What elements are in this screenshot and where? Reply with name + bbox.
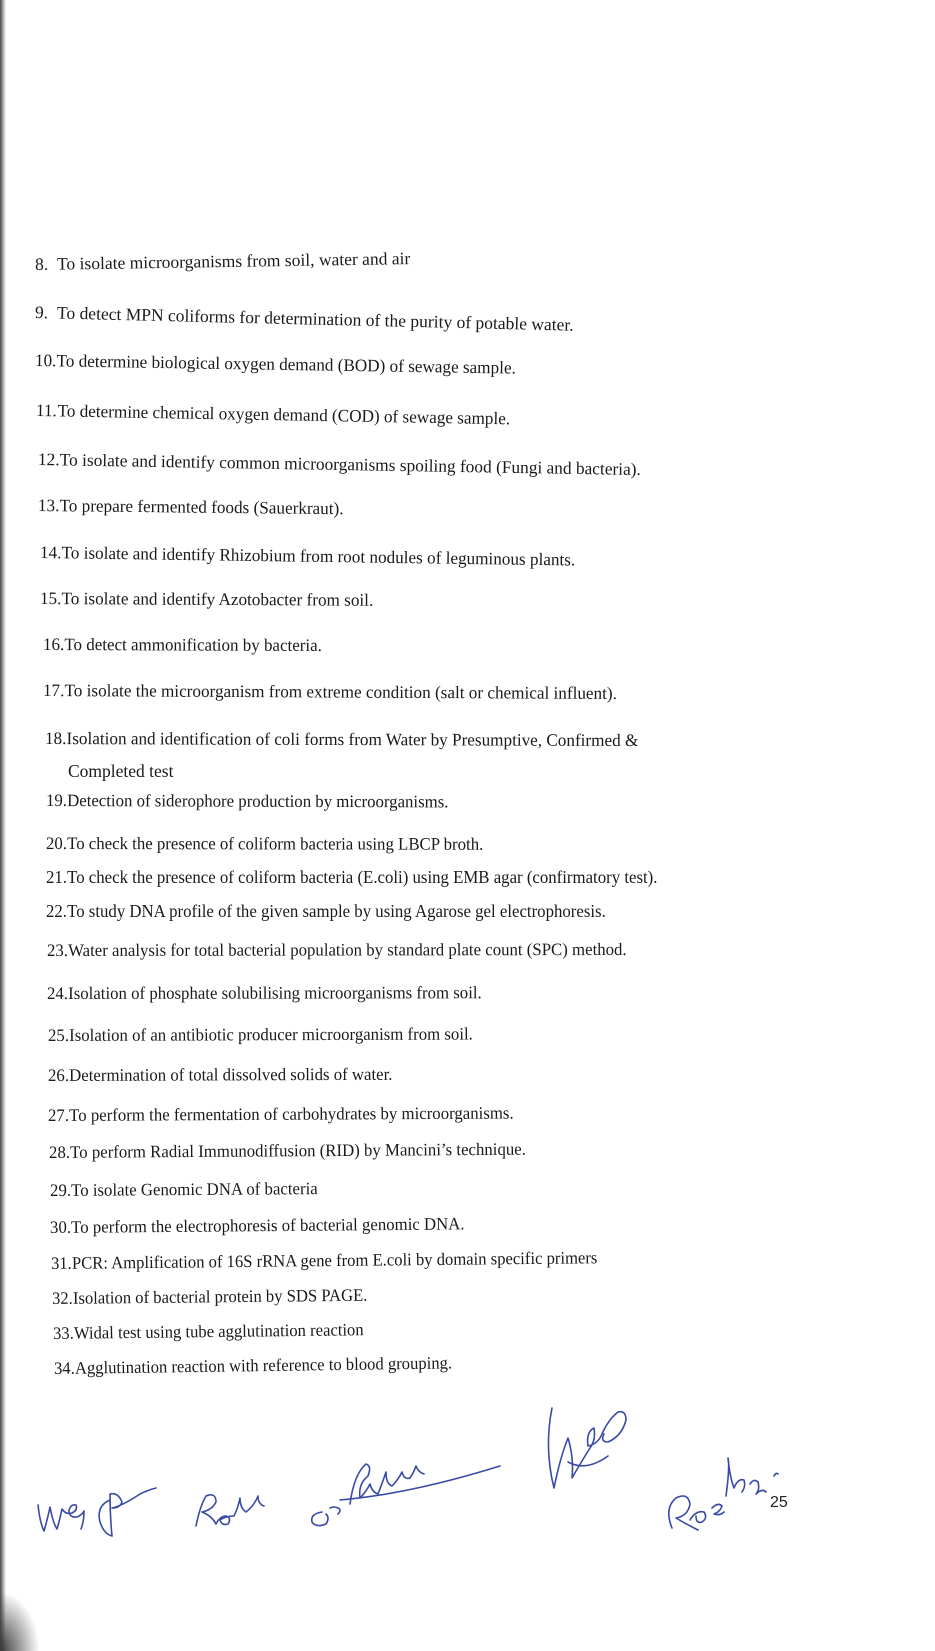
- experiment-item: [52, 1280, 368, 1313]
- experiment-number: 14.: [39, 542, 62, 563]
- experiment-text: To detect MPN coliforms for determination of the purity of potable water.: [56, 302, 574, 335]
- experiment-number: 33.: [52, 1322, 74, 1343]
- experiment-number: 22.: [46, 901, 67, 921]
- experiment-text: To check the presence of coliform bacteria (E.coli) using EMB agar (confirmatory test).: [67, 867, 658, 887]
- experiment-item: [45, 723, 638, 755]
- experiment-number: 8.: [34, 253, 49, 274]
- experiment-item: [50, 1173, 318, 1205]
- experiment-number: 15.: [39, 588, 62, 609]
- experiment-item: [35, 243, 411, 279]
- experiment-text: Water analysis for total bacterial population by standard plate count (SPC) method.: [68, 938, 627, 960]
- signature-3: [196, 1495, 264, 1526]
- experiment-number: 30.: [49, 1216, 72, 1237]
- experiment-item: [51, 1242, 598, 1278]
- experiment-text: To isolate and identify Azotobacter from soil.: [61, 588, 374, 610]
- experiment-text: To perform the fermentation of carbohydrates by microorganisms.: [69, 1102, 514, 1125]
- experiment-item: [46, 785, 449, 816]
- experiment-number: 16.: [42, 634, 65, 655]
- signatures-area: [0, 1360, 935, 1651]
- experiment-item: [38, 444, 641, 484]
- experiment-text: To detect ammonification by bacteria.: [64, 634, 322, 655]
- experiment-number: 29.: [49, 1179, 72, 1200]
- experiment-number: 34.: [53, 1357, 75, 1378]
- experiment-text: PCR: Amplification of 16S rRNA gene from E.coli by domain specific primers: [71, 1247, 598, 1273]
- experiment-item: [50, 1208, 465, 1242]
- experiment-text: To study DNA profile of the given sample by using Agarose gel electrophoresis.: [67, 901, 606, 921]
- experiment-text: Agglutination reaction with reference to blood grouping.: [74, 1352, 453, 1378]
- experiment-item: [48, 1019, 473, 1050]
- experiment-item: [35, 345, 516, 383]
- experiment-number: 12.: [37, 449, 60, 470]
- experiment-text: To isolate and identify Rhizobium from root nodules of leguminous plants.: [61, 542, 576, 570]
- experiment-text: To isolate Genomic DNA of bacteria: [71, 1178, 318, 1200]
- experiment-item: [46, 896, 606, 926]
- experiment-text: To isolate and identify common microorganisms spoiling food (Fungi and bacteria).: [59, 449, 642, 479]
- experiment-text: To check the presence of coliform bacteria using LBCP broth.: [67, 833, 484, 854]
- experiment-number: 11.: [35, 400, 57, 421]
- experiment-item: [43, 675, 617, 708]
- signature-5: [548, 1408, 626, 1488]
- experiment-text-continuation: Completed test: [68, 761, 174, 781]
- experiment-text: Isolation of phosphate solubilising microorganisms from soil.: [68, 982, 482, 1003]
- experiment-item: [46, 862, 657, 892]
- experiment-text: Determination of total dissolved solids of water.: [69, 1063, 393, 1085]
- experiment-text: Isolation and identification of coli forms from Water by Presumptive, Confirmed &: [66, 728, 639, 751]
- experiment-text: Isolation of an antibiotic producer microorganism from soil.: [69, 1023, 473, 1045]
- signature-1: [38, 1505, 84, 1531]
- experiment-number: 19.: [45, 790, 68, 811]
- experiment-number: 32.: [51, 1287, 73, 1308]
- experiment-item: [46, 828, 483, 859]
- experiment-text: To prepare fermented foods (Sauerkraut).: [59, 495, 344, 519]
- experiment-text: To isolate microorganisms from soil, water and air: [56, 248, 411, 274]
- experiment-item: [40, 537, 576, 574]
- signature-4: [312, 1464, 500, 1526]
- experiment-text: To perform the electrophoresis of bacterial genomic DNA.: [71, 1213, 465, 1237]
- experiment-number: 25.: [47, 1024, 70, 1045]
- experiment-item: [35, 297, 574, 340]
- experiment-number: 18.: [44, 728, 67, 749]
- experiment-item: [48, 1098, 514, 1130]
- experiment-number: 24.: [46, 982, 69, 1003]
- experiment-number: 13.: [37, 495, 60, 516]
- signature-2: [99, 1488, 156, 1536]
- signature-6: [669, 1458, 778, 1530]
- experiment-text: Isolation of bacterial protein by SDS PAGE.: [72, 1284, 368, 1308]
- experiment-number: 10.: [34, 350, 57, 371]
- experiment-item: [38, 490, 344, 523]
- experiment-number: 31.: [50, 1252, 72, 1273]
- experiment-number: 28.: [48, 1141, 71, 1162]
- experiment-number: 9.: [34, 302, 49, 323]
- experiment-number: 17.: [42, 680, 65, 701]
- experiment-item: [36, 395, 511, 433]
- experiment-item: [48, 1059, 393, 1090]
- experiment-item: [53, 1314, 364, 1348]
- experiment-number: 27.: [47, 1104, 70, 1125]
- experiment-text: To determine chemical oxygen demand (COD) of sewage sample.: [57, 400, 511, 429]
- experiment-number: 21.: [46, 867, 67, 887]
- experiment-number: 26.: [47, 1064, 70, 1085]
- experiment-item: [40, 583, 373, 615]
- experiment-number: 20.: [45, 833, 68, 854]
- experiment-item: [47, 934, 627, 965]
- experiment-text: To determine biological oxygen demand (BOD) of sewage sample.: [56, 350, 517, 378]
- experiment-item: [43, 629, 322, 660]
- experiment-text: Detection of siderophore production by microorganisms.: [67, 790, 449, 812]
- experiment-text: To perform Radial Immunodiffusion (RID) by Mancini’s technique.: [70, 1138, 526, 1162]
- experiment-item: [49, 1134, 526, 1167]
- page-number: 25: [770, 1494, 788, 1511]
- experiment-text: Widal test using tube agglutination reaction: [73, 1319, 364, 1343]
- experiment-text: To isolate the microorganism from extreme condition (salt or chemical influent).: [64, 680, 617, 704]
- experiment-item: [47, 977, 482, 1008]
- experiment-number: 23.: [46, 939, 69, 960]
